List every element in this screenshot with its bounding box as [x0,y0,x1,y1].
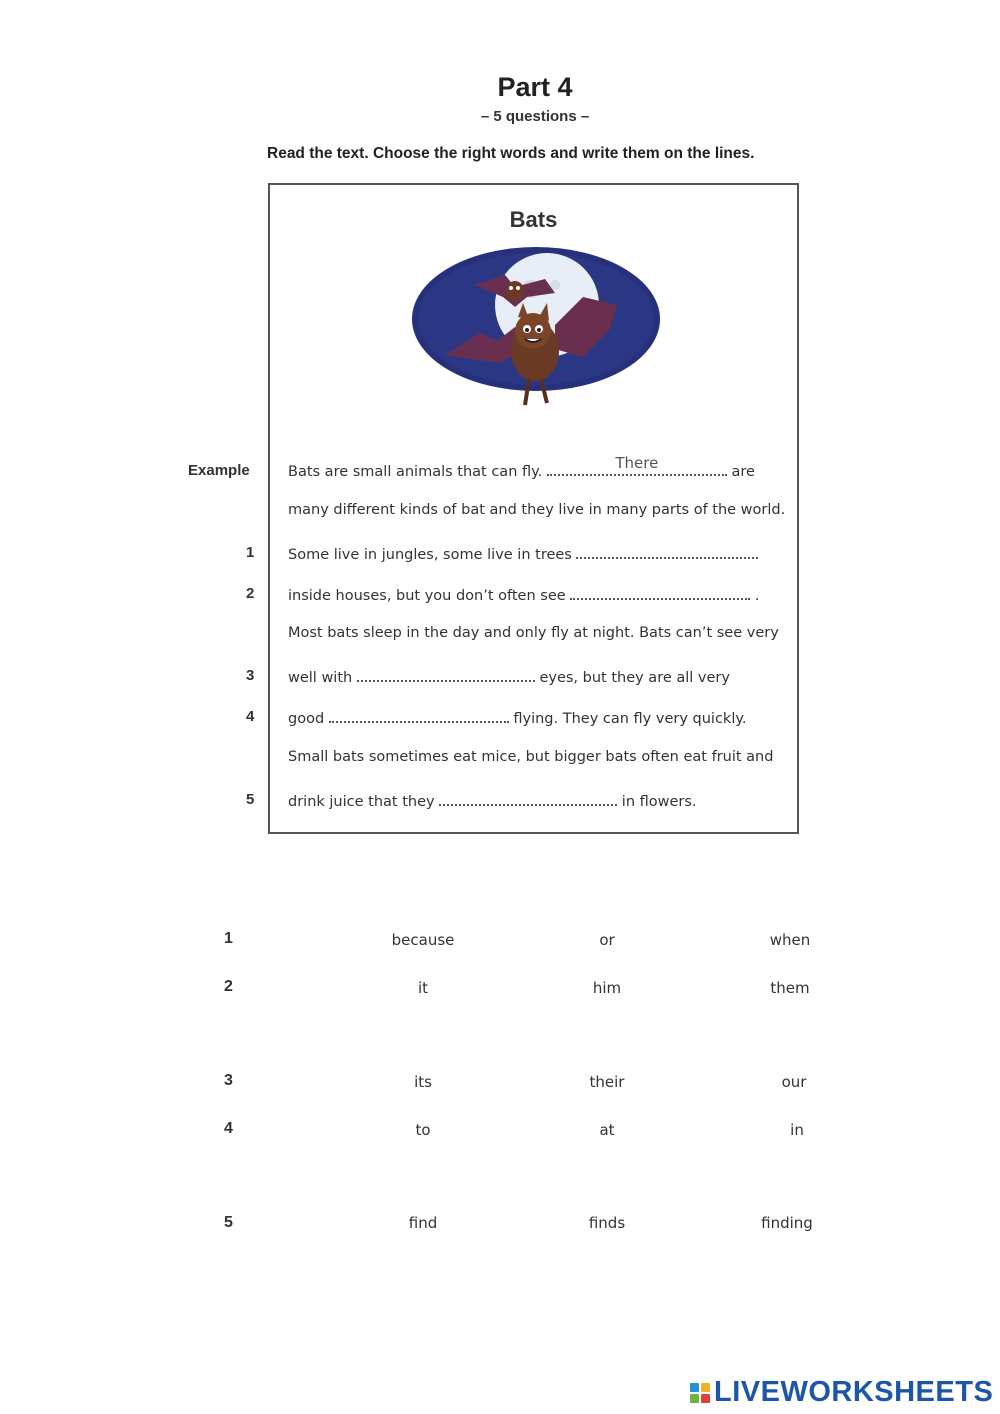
line-text-after: flying. They can fly very quickly. [513,711,747,727]
logo-square [701,1383,710,1392]
story-title: Bats [509,207,558,232]
instruction-text: Read the text. Choose the right words and write them on the lines. [267,145,755,162]
answer-blank-5[interactable] [439,790,617,806]
line-text: well with [288,670,353,686]
logo-text: LIVEWORKSHEETS [714,1376,994,1408]
line-text-after: . [754,588,760,604]
page-title: Part 4 [497,72,573,102]
story-line-example [288,454,755,480]
option-choice[interactable]: finding [761,1214,813,1232]
option-choice[interactable]: in [790,1121,804,1139]
line-text: good [288,711,325,727]
option-choice[interactable]: our [781,1073,807,1091]
story-line-q4 [288,707,746,727]
question-number-3: 3 [246,667,255,684]
line-text: Some live in jungles, some live in trees [288,547,572,563]
story-line-q3 [288,666,730,686]
option-choice[interactable]: finds [588,1214,626,1232]
bat-moon-illustration [405,245,667,420]
answer-blank-1[interactable] [576,543,758,559]
example-answer-blank [547,454,727,476]
question-number-5: 5 [246,791,255,808]
story-line: Small bats sometimes eat mice, but bigger bats often eat fruit and [288,749,774,765]
answer-blank-2[interactable] [570,584,750,600]
line-text: inside houses, but you don’t often see [288,588,566,604]
line-text-after: eyes, but they are all very [539,670,730,686]
option-choice[interactable]: their [589,1073,625,1091]
question-number-2: 2 [246,585,255,602]
answer-blank-4[interactable] [329,707,509,723]
option-choice[interactable]: when [769,931,811,949]
story-line: Most bats sleep in the day and only fly at night. Bats can’t see very [288,625,779,641]
option-choice[interactable]: find [408,1214,438,1232]
story-line: many different kinds of bat and they live in many parts of the world. [288,502,786,518]
answer-blank-3[interactable] [357,666,535,682]
option-choice[interactable]: its [414,1073,432,1091]
option-row-number: 2 [224,978,233,995]
option-row-number: 4 [224,1120,233,1137]
story-line-q2 [288,584,760,604]
option-choice[interactable]: him [592,979,622,997]
story-line-q1 [288,543,758,563]
option-choice[interactable]: because [391,931,455,949]
option-choice[interactable]: them [770,979,810,997]
option-choice[interactable]: or [599,931,615,949]
story-line-q5 [288,790,697,810]
line-text: Bats are small animals that can fly. [288,464,543,480]
line-text-after: are [731,464,755,480]
option-row-number: 5 [224,1214,233,1231]
page-subtitle: – 5 questions – [480,108,590,125]
option-choice[interactable]: to [415,1121,431,1139]
logo-square [690,1383,699,1392]
option-row-number: 3 [224,1072,233,1089]
logo-square [701,1394,710,1403]
option-choice[interactable]: at [599,1121,615,1139]
logo-mark-icon [690,1383,710,1403]
example-answer: There [615,454,659,472]
question-number-1: 1 [246,544,255,561]
line-text-after: in flowers. [621,794,697,810]
question-number-4: 4 [246,708,255,725]
option-row-number: 1 [224,930,233,947]
line-text: drink juice that they [288,794,435,810]
option-choice[interactable]: it [417,979,429,997]
example-label: Example [188,462,250,479]
liveworksheets-logo[interactable] [690,1376,993,1409]
logo-square [690,1394,699,1403]
